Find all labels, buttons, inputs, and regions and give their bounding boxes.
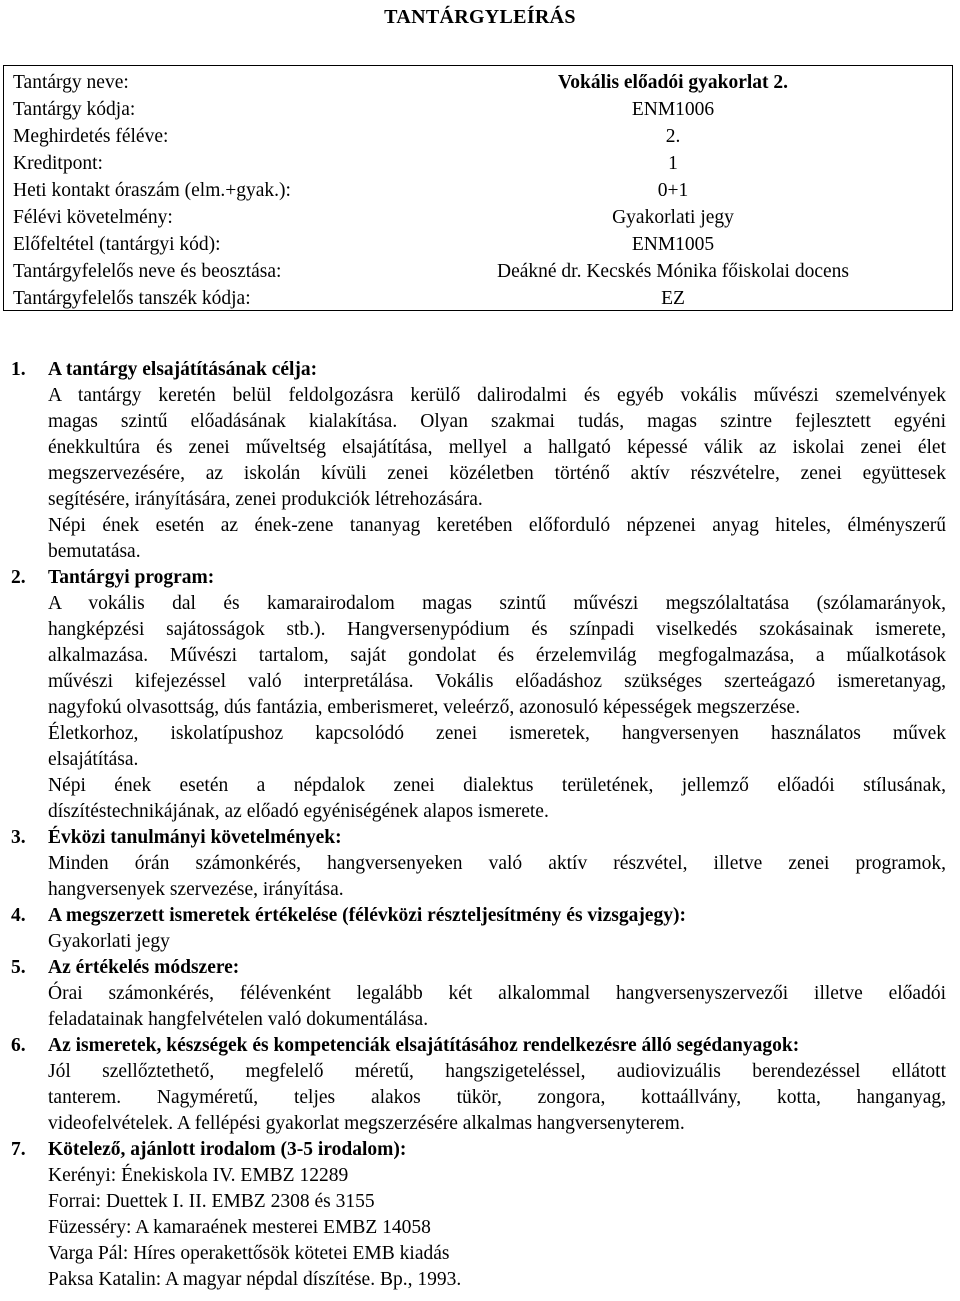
section-number: 3. — [11, 827, 26, 848]
section-number: 6. — [11, 1035, 26, 1056]
section-heading: Az értékelés módszere: — [48, 957, 240, 978]
section-text-line: hangversenyek szervezése, irányítása. — [48, 879, 344, 900]
section-heading: Az ismeretek, készségek és kompetenciák elsajátításához rendelkezésre álló segédanyagok: — [48, 1035, 800, 1056]
section-number: 1. — [11, 359, 26, 380]
section-text-line: hangképzési sajátosságok stb.). Hangversenypódium és színpadi viselkedés szokásainak ismerete, — [48, 619, 946, 640]
info-value: ENM1005 — [631, 234, 715, 255]
section-text-line: Jól szellőztethető, megfelelő méretű, hangszigeteléssel, audiovizuális berendezéssel ellátott — [48, 1061, 946, 1082]
section-text-line: A vokális dal és kamarairodalom magas szintű művészi megszólaltatása (szólamarányok, — [48, 593, 946, 614]
info-value: Vokális előadói gyakorlat 2. — [557, 72, 789, 93]
info-row-prerequisite — [13, 231, 952, 258]
section-text-line: Kerényi: Énekiskola IV. EMBZ 12289 — [48, 1165, 349, 1186]
section-text-line: magas szintű előadásának kialakítása. Olyan szakmai tudás, magas szintre fejlesztett egyéni — [48, 411, 946, 432]
info-label: Előfeltétel (tantárgyi kód): — [13, 234, 221, 255]
section-heading: A megszerzett ismeretek értékelése (félévközi részteljesítmény és vizsgajegy): — [48, 905, 686, 926]
info-row-semester — [13, 123, 952, 150]
section-text-line: A tantárgy keretén belül feldolgozásra kerülő dalirodalmi és egyéb vokális művészi szemelvények — [48, 385, 946, 406]
section-number: 2. — [11, 567, 26, 588]
section-text-line: segítésére, irányítására, zenei produkciók létrehozására. — [48, 489, 483, 510]
section-text-line: feladatainak hangfelvételen való dokumentálása. — [48, 1009, 429, 1030]
info-label: Tantárgyfelelős neve és beosztása: — [13, 261, 282, 282]
section-text-line: elsajátítása. — [48, 749, 139, 770]
info-row-department — [13, 285, 952, 312]
info-label: Meghirdetés féléve: — [13, 126, 169, 147]
section-text-line: Népi ének esetén a népdalok zenei dialektus területének, jellemző előadói stílusának, — [48, 775, 946, 796]
section-heading: Tantárgyi program: — [48, 567, 215, 588]
section-text-line: énekkultúra és zenei műveltség elsajátítása, mellyel a hallgató képessé válik az iskolai zenei élet — [48, 437, 946, 458]
section-heading: Kötelező, ajánlott irodalom (3-5 irodalom): — [48, 1139, 407, 1160]
info-value: 2. — [665, 126, 681, 147]
section-text-line: Paksa Katalin: A magyar népdal díszítése. Bp., 1993. — [48, 1269, 462, 1290]
info-row-requirement — [13, 204, 952, 231]
info-row-name — [13, 69, 952, 96]
info-label: Heti kontakt óraszám (elm.+gyak.): — [13, 180, 291, 201]
section-text-line: Forrai: Duettek I. II. EMBZ 2308 és 3155 — [48, 1191, 375, 1212]
info-row-hours — [13, 177, 952, 204]
section-heading: A tantárgy elsajátításának célja: — [48, 359, 318, 380]
section-number: 7. — [11, 1139, 26, 1160]
info-label: Félévi követelmény: — [13, 207, 173, 228]
section-text-line: Gyakorlati jegy — [48, 931, 170, 952]
section-text-line: művészi kifejezéssel való interpretálása. Vokális előadáshoz szükséges szerteágazó ismeretanyag, — [48, 671, 946, 692]
info-value: Gyakorlati jegy — [612, 207, 734, 228]
section-text-line: alkalmazása. Művészi tartalom, saját gondolat és érzelemvilág megfogalmazása, a műalkotások — [48, 645, 946, 666]
section-heading: Évközi tanulmányi követelmények: — [48, 827, 342, 848]
section-text-line: Népi ének esetén az ének-zene tananyag keretében előforduló népzenei anyag hiteles, élményszerű — [48, 515, 946, 536]
section-text-line: Minden órán számonkérés, hangversenyeken való aktív részvétel, illetve zenei programok, — [48, 853, 946, 874]
info-value: EZ — [661, 288, 685, 309]
info-label: Tantárgyfelelős tanszék kódja: — [13, 288, 251, 309]
section-text-line: tanterem. Nagyméretű, teljes alakos tükör, zongora, kottaállvány, kotta, hanganyag, — [48, 1087, 946, 1108]
info-value: ENM1006 — [631, 99, 715, 120]
info-row-responsible — [13, 258, 952, 285]
page-title: TANTÁRGYLEÍRÁS — [384, 6, 576, 28]
info-row-credits — [13, 150, 952, 177]
info-value: 1 — [668, 153, 678, 174]
section-number: 5. — [11, 957, 26, 978]
section-text-line: megszervezésére, az iskolán kívüli zenei közéletben történő aktív részvételre, zenei együttesek — [48, 463, 946, 484]
section-text-line: Életkorhoz, iskolatípushoz kapcsolódó zenei ismeretek, hangversenyen használatos művek — [48, 723, 946, 744]
info-value: 0+1 — [657, 180, 689, 201]
section-text-line: nagyfokú olvasottság, dús fantázia, emberismeret, veleérző, azonosuló képességek megszerzése. — [48, 697, 801, 718]
info-value: Deákné dr. Kecskés Mónika főiskolai docens — [497, 261, 849, 282]
info-label: Tantárgy neve: — [13, 72, 129, 93]
info-row-code — [13, 96, 952, 123]
info-label: Tantárgy kódja: — [13, 99, 136, 120]
section-text-line: díszítéstechnikájának, az előadó egyéniségének alapos ismerete. — [48, 801, 549, 822]
section-text-line: Füzesséry: A kamaraének mesterei EMBZ 14058 — [48, 1217, 431, 1238]
section-text-line: videofelvételek. A fellépési gyakorlat megszerzésére alkalmas hangversenyterem. — [48, 1113, 685, 1134]
course-info-table — [3, 65, 953, 311]
section-number: 4. — [11, 905, 26, 926]
info-label: Kreditpont: — [13, 153, 103, 174]
section-text-line: Órai számonkérés, félévenként legalább két alkalommal hangversenyszervezői illetve előadói — [48, 983, 946, 1004]
section-text-line: Varga Pál: Híres operakettősök kötetei EMB kiadás — [48, 1243, 450, 1264]
section-text-line: bemutatása. — [48, 541, 141, 562]
